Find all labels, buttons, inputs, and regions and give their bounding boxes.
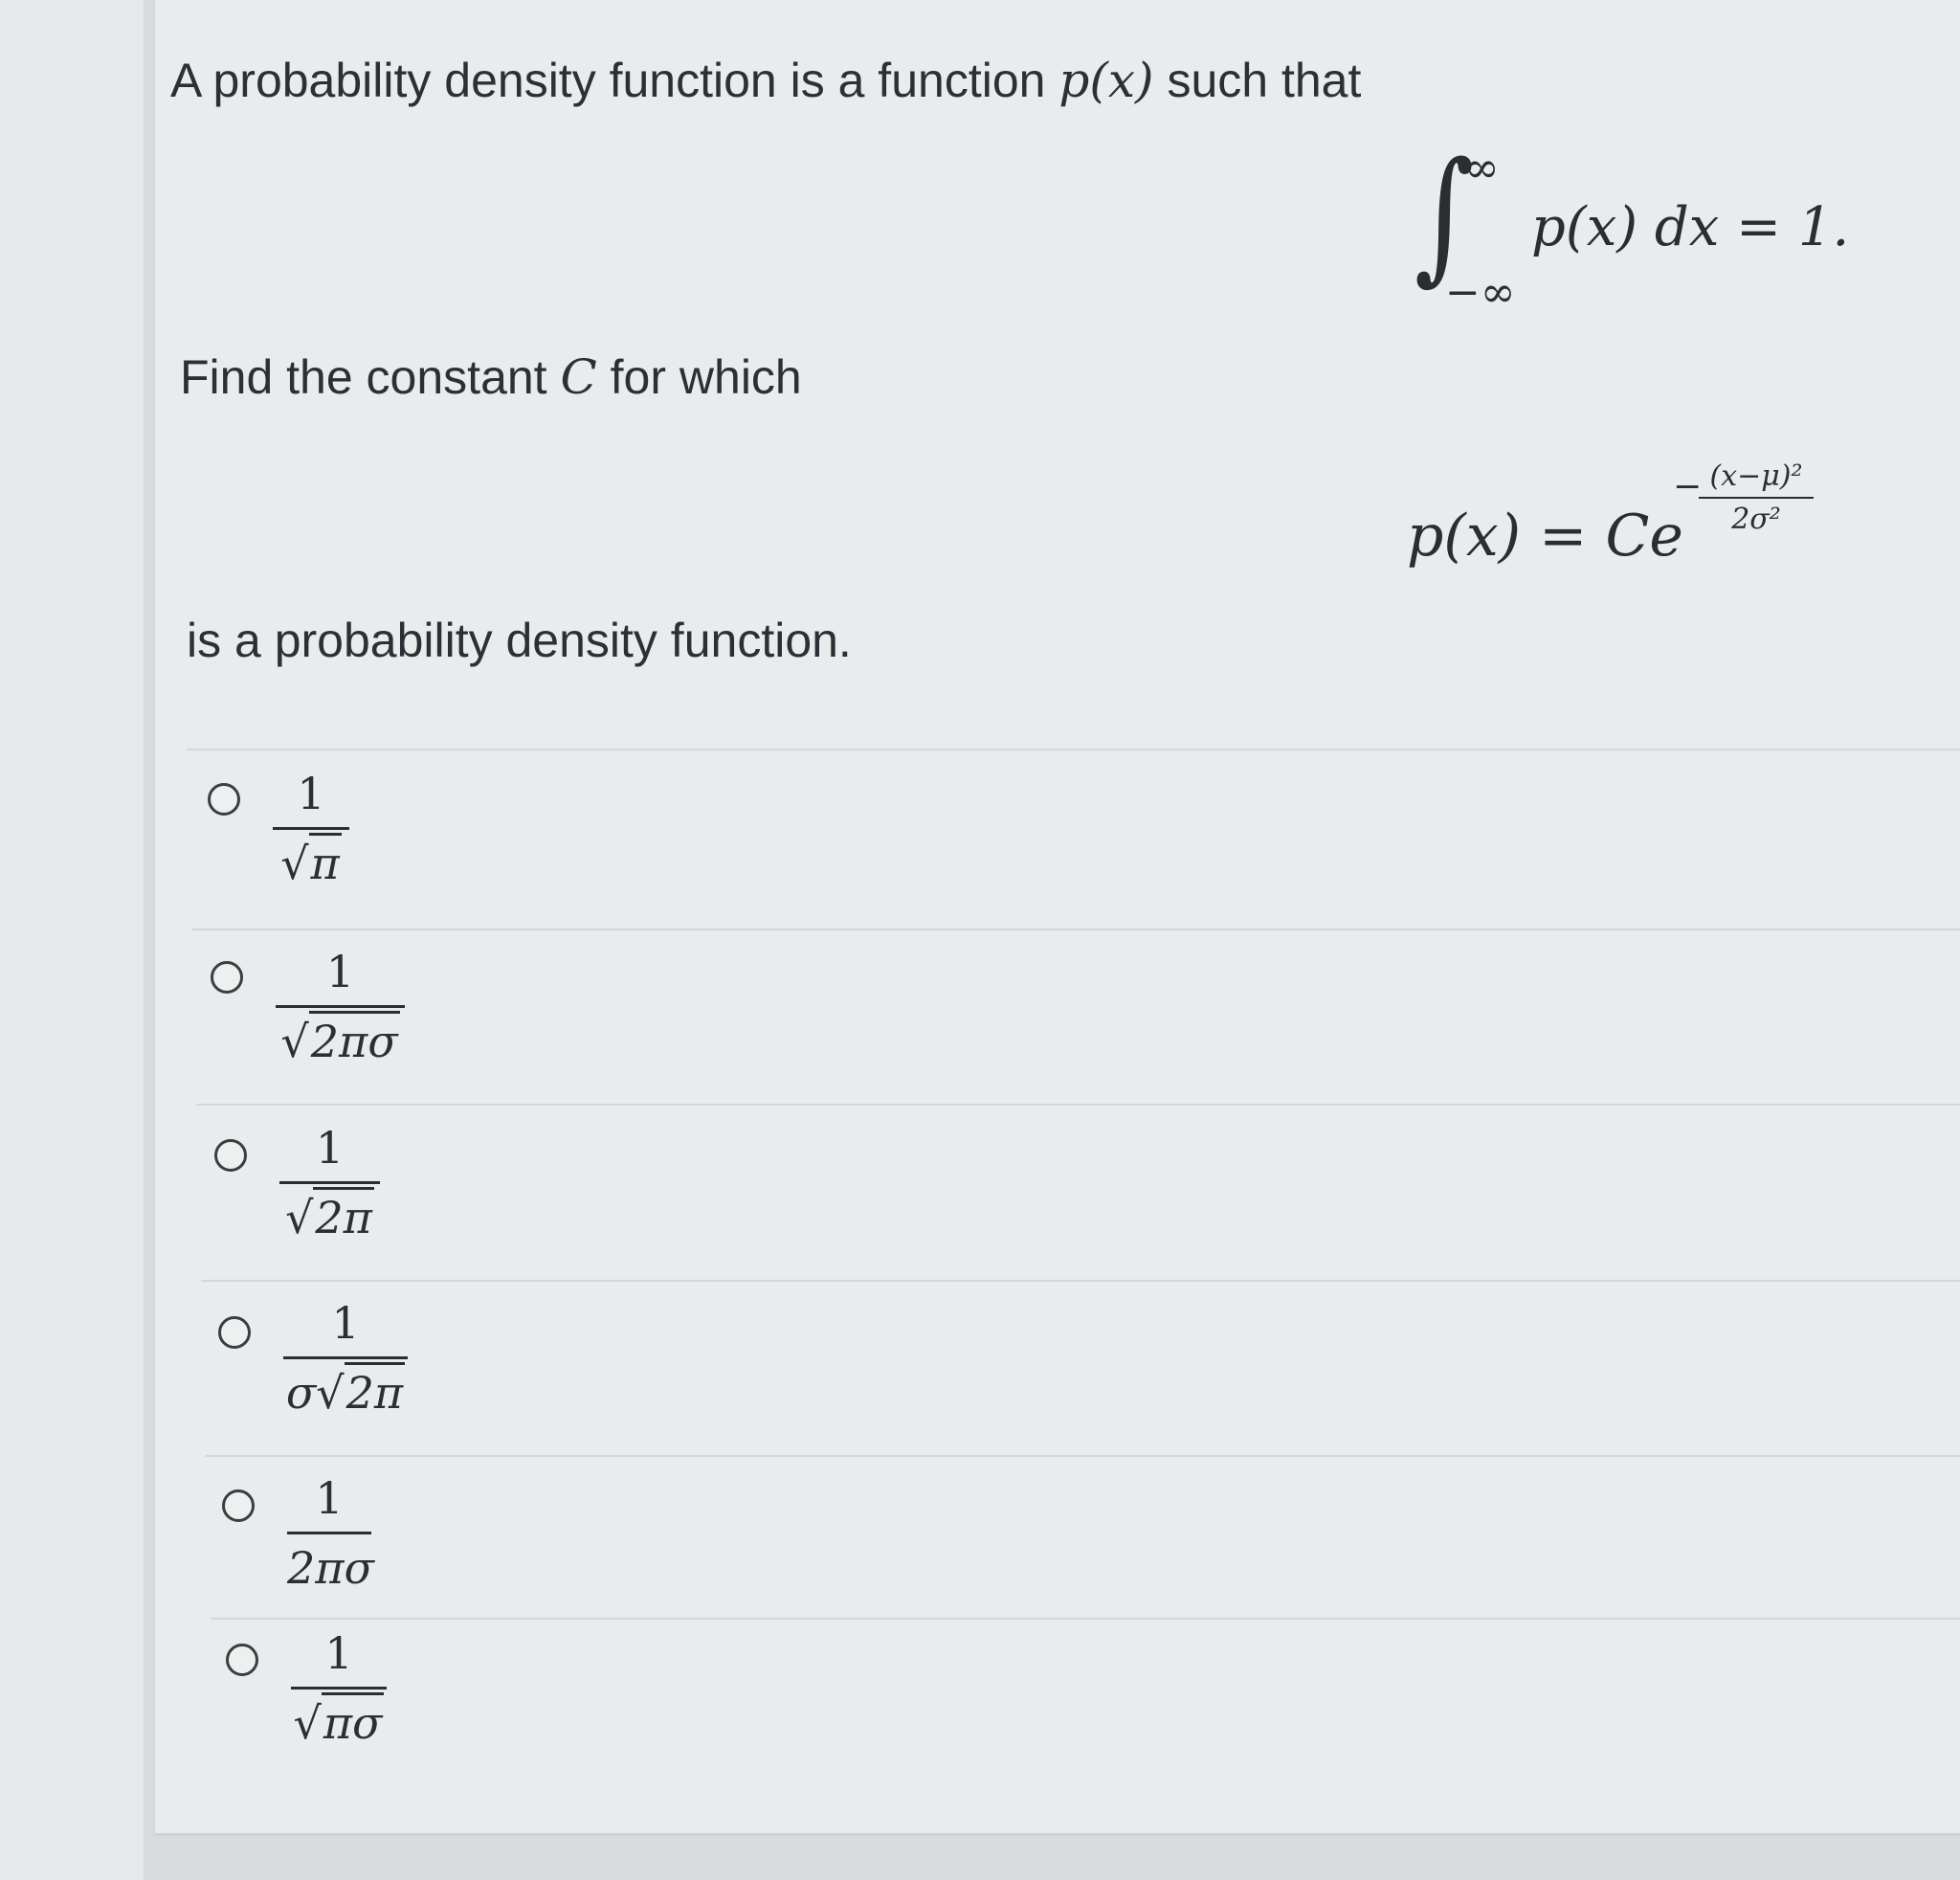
exponent-numerator: (x−μ)² [1699, 459, 1814, 499]
option-numerator: 1 [324, 1627, 353, 1679]
option-divider [196, 1104, 1960, 1106]
sqrt-symbol: √ [280, 838, 309, 889]
intro-end-text: such that [1167, 54, 1362, 107]
option-denominator [273, 830, 349, 889]
option-numerator: 1 [297, 768, 325, 819]
radio-button[interactable] [211, 961, 243, 994]
intro-function: p(x) [1058, 53, 1154, 108]
find-prefix-text: Find the constant [180, 350, 547, 404]
option-fraction [273, 768, 349, 889]
option-divider [191, 929, 1960, 930]
sqrt-symbol: √ [280, 1016, 309, 1067]
option-numerator: 1 [315, 1472, 344, 1524]
option-radicand: 2πσ [309, 1011, 400, 1067]
integral-lower-limit: −∞ [1445, 268, 1516, 317]
integral-body: p(x) dx = 1. [1531, 196, 1850, 258]
sqrt-symbol: √ [285, 1192, 314, 1243]
option-numerator: 1 [331, 1297, 360, 1349]
radio-button[interactable] [208, 783, 240, 816]
option-fraction [283, 1297, 408, 1419]
sqrt-symbol: √ [293, 1697, 322, 1749]
option-fraction [279, 1122, 380, 1243]
integral-upper-limit: ∞ [1464, 144, 1500, 192]
option-denominator [283, 1359, 408, 1419]
radio-button[interactable] [214, 1139, 247, 1172]
option-denominator-prefix: σ [285, 1367, 317, 1419]
exponent-denominator: 2σ² [1731, 503, 1781, 536]
option-radicand: 2π [345, 1362, 406, 1419]
question-intro [170, 53, 1361, 108]
page-left-margin [0, 0, 144, 1880]
option-denominator [276, 1008, 405, 1067]
option-radicand: 2π [313, 1187, 374, 1243]
intro-text: A probability density function is a function [170, 54, 1046, 107]
option-fraction [276, 946, 405, 1067]
option-fraction [291, 1627, 387, 1749]
option-radicand: πσ [322, 1692, 385, 1749]
question-closing: is a probability density function. [187, 614, 852, 667]
exponent-fraction [1699, 459, 1814, 536]
find-suffix-text: for which [610, 350, 802, 404]
pdf-lhs: p(x) = Ce [1407, 503, 1683, 570]
radio-button[interactable] [222, 1489, 255, 1522]
option-denominator: 2πσ [287, 1542, 374, 1594]
option-divider [201, 1280, 1960, 1282]
radio-button[interactable] [226, 1644, 258, 1676]
option-denominator [291, 1690, 387, 1749]
option-divider [206, 1455, 1960, 1457]
integral-sign: ∫ [1414, 132, 1475, 299]
option-numerator: 1 [325, 946, 355, 997]
question-card [153, 0, 1960, 1836]
question-find [180, 349, 802, 405]
option-divider [211, 1618, 1960, 1620]
option-divider [187, 749, 1960, 750]
sqrt-symbol: √ [316, 1367, 345, 1419]
option-radicand: π [309, 833, 342, 889]
find-variable: C [560, 349, 597, 405]
option-fraction [287, 1472, 374, 1594]
option-numerator: 1 [315, 1122, 345, 1174]
radio-button[interactable] [218, 1316, 251, 1349]
option-denominator [279, 1184, 380, 1243]
exponent-minus: − [1673, 467, 1703, 506]
